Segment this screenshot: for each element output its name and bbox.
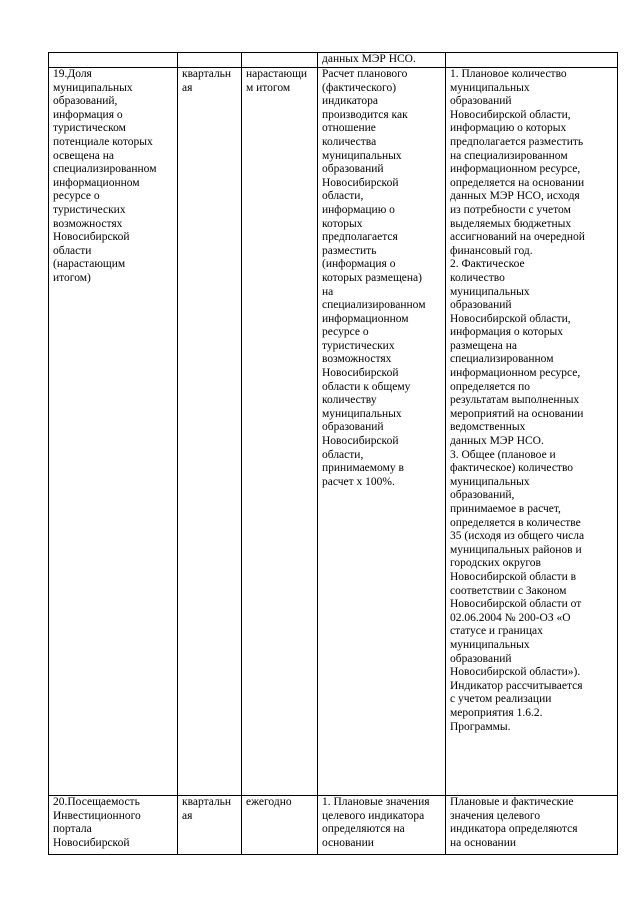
aggregation-cell: нарастающи м итогом (242, 68, 318, 796)
table-row (49, 796, 618, 855)
data-source-cell: Плановые и фактические значения целевого индикатора определяются на основании (446, 796, 618, 855)
indicator-table (48, 52, 618, 855)
indicator-name-cell: 20.Посещаемость Инвестиционного портала Новосибирской (49, 796, 178, 855)
periodicity-cell: квартальн ая (178, 68, 242, 796)
table-cell (446, 53, 618, 68)
data-source-cell: 1. Плановое количество муниципальных образований Новосибирской области, информацию о которых предполагается разместить на специализированном информационном ресурсе, определяется на основании данных МЭР НСО, исходя из потребности с учетом выделяемых бюджетных ассигнований на очередной финансовый год. 2. Фактическое количество муниципальных образований Новосибирской области, информация о которых размещена на специализированном информационном ресурсе, определяется по результатам выполненных мероприятий на основании ведомственных данных МЭР НСО. 3. Общее (плановое и фактическое) количество муниципальных образований, принимаемое в расчет, определяется в количестве 35 (исходя из общего числа муниципальных районов и городских округов Новосибирской области в соответствии с Законом Новосибирской области от 02.06.2004 № 200-ОЗ «О статусе и границах муниципальных образований Новосибирской области»). Индикатор рассчитывается с учетом реализации мероприятия 1.6.2. Программы. (446, 68, 618, 796)
calculation-method-cell: Расчет планового (фактического) индикатора производится как отношение количества муниципальных образований Новосибирской области, информацию о которых предполагается разместить (информация о которых размещена) на специализированном информационном ресурсе о туристических возможностях Новосибирской области к общему количеству муниципальных образований Новосибирской области, принимаемому в расчет x 100%. (318, 68, 446, 796)
table-cell: данных МЭР НСО. (318, 53, 446, 68)
aggregation-cell: ежегодно (242, 796, 318, 855)
table-row (49, 53, 618, 68)
table-row (49, 68, 618, 796)
table-cell (242, 53, 318, 68)
periodicity-cell: квартальн ая (178, 796, 242, 855)
indicator-name-cell: 19.Доля муниципальных образований, информация о туристическом потенциале которых освещена на специализированном информационном ресурсе о туристических возможностях Новосибирской области (нарастающим итогом) (49, 68, 178, 796)
table-cell (178, 53, 242, 68)
table-cell (49, 53, 178, 68)
calculation-method-cell: 1. Плановые значения целевого индикатора определяются на основании (318, 796, 446, 855)
